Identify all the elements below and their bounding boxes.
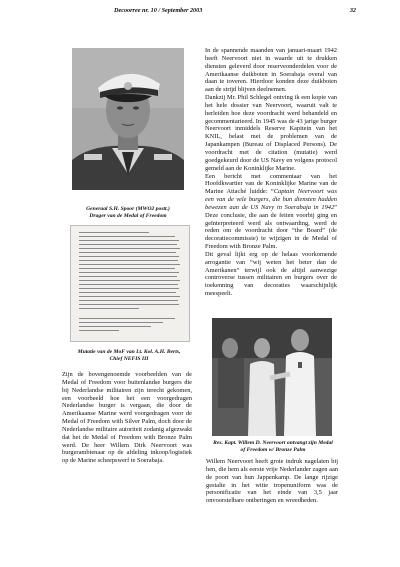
document-text-line [79,330,119,331]
document-caption-line1: Mutatie van de MoF van Lt. Kol. A.H. Berts, [77,349,181,355]
issue-title: Decoorree nr. 10 / September 2003 [114,7,203,14]
page-number: 32 [349,7,356,14]
paragraph: Willem Neervoort heeft grote indruk nagelaten bij hen, die hem als eerste vrije Nederlander zagen aan de poort van hun Jappenkamp. De lange rijzige gestalte in het witte tropenuniform was de personificatie van het einde van 3,5 jaar onvoorstelbare ontberingen en wreedheden. [206,458,338,505]
document-text-line [79,256,179,257]
portrait-illustration [72,48,184,190]
document-text-line [79,264,180,265]
document-text-line [79,326,151,327]
document-text-line [79,236,175,237]
document-text-line [79,288,179,289]
document-text-line [79,260,178,261]
running-header [44,5,356,17]
document-text-line [79,276,177,277]
ceremony-illustration [212,318,332,436]
portrait-caption-line2: Drager van de Medal of Freedom [89,213,167,219]
document-scan [70,225,190,342]
document-text-line [79,296,180,297]
document-text-line [79,318,175,319]
ceremony-caption-line1: Res. Kapt. Willem D. Neervoort ontvangt zijn Medal [213,440,333,446]
document-text-line [79,292,176,293]
document-text-line [79,300,178,301]
portrait-caption-line1: Generaal S.H. Spoor (MWO2 postt.) [86,206,170,212]
document-text-line [79,280,180,281]
paragraph: Dit geval lijkt erg op de helaas voorkomende arrogantie van “wij weten het beter dan de Amerikanen” terwijl ook de altijd aanwezige controverse tussen militairen en burgers over de toekenning van decoraties waarschijnlijk meespeelt. [205,250,337,298]
document-caption [64,349,194,363]
quote-lead: Een bericht met commentaar van het Hoofdkwartier van de Koninklijke Marine van de Marine Attaché luidde: “ [205,172,337,196]
document-text-line [79,240,179,241]
portrait-photo [72,48,184,190]
document-text-line [79,308,139,309]
article-column-right-top [205,47,337,298]
article-column-right-bottom [206,458,338,505]
portrait-caption [66,206,190,220]
paragraph: Zijn de bovengenoemde voorbeelden van de Medal of Freedom voor buitenlandse burgers die bij Nederlandse militairen zijn terecht gekomen, een voorbeeld hoe het een voorgedragen Nederlandse burger is vergaan, die door de Amerikaanse Marine werd voorgedragen voor de Medal of Freedom with Silver Palm, doch door de Nederlandse militaire autoriteit zodanig afgezwakt dat het de Medal of Freedom with Bronze Palm werd. De heer Willem Dirk Neervoort was burgerambtenaar op de afdeling inkoop/logistiek op de Marine scheepswerf te Soerabaja. [62,371,192,465]
document-text-line [79,232,149,233]
paragraph-quote [205,173,337,251]
document-text-line [79,304,179,305]
document-text-line [79,244,177,245]
paragraph: Dankzij Mr. Phil Schlegel ontving ik een kopie van het hele dossier van Neervoort, waaruit valt te herleiden hoe deze voordracht werd behandeld en gecommentarieerd. In 1945 was de 43 jarige burger Neervoort inmiddels Reserve Kapitein van het KNIL, belast met de problemen van de Japankampen (Bureau of Displaced Persons). De voordracht met de citation (mutatie) werd goedgekeurd door de US Navy en volgens protocol gemeld aan de Koninklijke Marine. [205,94,337,172]
document-text-line [79,268,175,269]
quote-text: Captain Neervoort was een van de vele burgers, die hun diensten hadden bewezen aan de US Navy in Soerabaja in 1942 [205,188,337,211]
paragraph: In de spannende maanden van januari-maart 1942 heeft Neervoort niet in waarde uit te drukken diensten geleverd door reserveonderdelen voor de Amerikaanse duikboten in Soerabaja overal van daan te toveren. Hierdoor konden deze duikboten aan de strijd blijven deelnemen. [205,47,337,94]
document-text-line [79,284,178,285]
ceremony-caption [205,440,341,454]
quote-tail: ” Deze conclusie, die aan de feiten voorbij ging en geïnterpreteerd werd als ontwaarding, werd de reden om de voordracht door “the Board” (de decoratiecommissie) te wijzigen in de Medal of Freedom with Bronze Palm. [205,203,337,251]
document-text-line [79,248,180,249]
document-text-line [79,322,163,323]
document-caption-line2: Chief NEFIS III [109,356,149,362]
article-column-left-bottom [62,371,192,465]
ceremony-caption-line2: of Freedom w/ Bronze Palm [240,447,306,453]
document-text-line [79,252,176,253]
ceremony-photo [212,318,332,436]
document-text-line [79,272,179,273]
